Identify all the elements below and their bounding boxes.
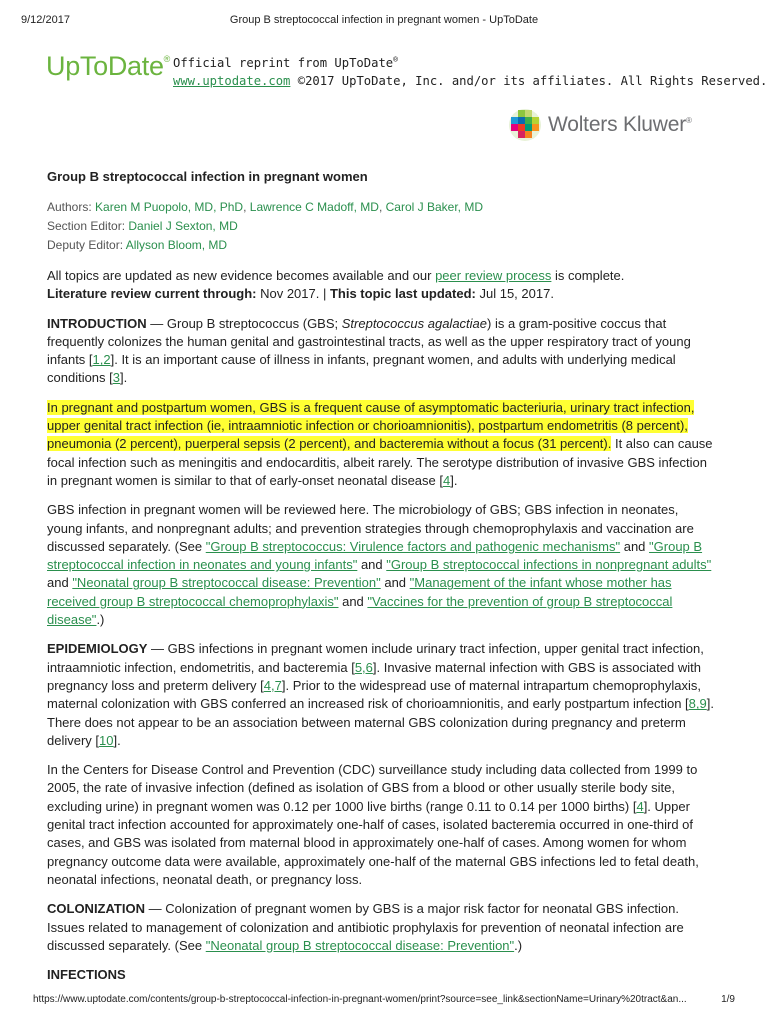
species-name: Streptococcus agalactiae — [341, 315, 488, 331]
reference-link[interactable]: 10 — [99, 732, 114, 748]
text: and — [620, 538, 650, 554]
article-metadata — [47, 198, 715, 255]
publisher-name — [548, 113, 692, 137]
text: ]. — [450, 472, 458, 488]
reference-link[interactable]: 5,6 — [354, 659, 373, 675]
deputy-editor-line — [47, 236, 715, 255]
print-date: 9/12/2017 — [21, 14, 70, 26]
reference-link[interactable]: 8,9 — [688, 696, 707, 712]
introduction-paragraph — [47, 315, 715, 388]
text: and — [47, 575, 73, 591]
author-link[interactable]: Lawrence C Madoff, MD — [249, 200, 379, 214]
uptodate-logo[interactable] — [46, 51, 170, 82]
article-title: Group B streptococcal infection in pregnant women — [47, 169, 368, 184]
text: .) — [96, 612, 105, 628]
colonization-heading: COLONIZATION — [47, 901, 145, 917]
reference-link[interactable]: 4,7 — [263, 677, 282, 693]
wolters-kluwer-globe-icon — [508, 108, 542, 142]
update-notice-end: is complete. — [551, 268, 625, 283]
topic-link[interactable]: "Vaccines for the prevention of group B streptococcal disease" — [47, 593, 673, 628]
page-number: 1/9 — [721, 994, 735, 1005]
text: ]. Invasive maternal infection with GBS is associated with pregnancy loss and preterm delivery [ — [47, 659, 701, 693]
reprint-notice — [173, 51, 767, 90]
reference-link[interactable]: 4 — [636, 798, 644, 814]
deputy-editor-link[interactable]: Allyson Bloom, MD — [125, 238, 228, 252]
peer-review-link[interactable]: peer review process — [435, 268, 552, 283]
introduction-heading: INTRODUCTION — [47, 315, 147, 331]
infections-heading: INFECTIONS — [47, 967, 126, 983]
topic-link[interactable]: "Group B streptococcal infection in neonates and young infants" — [47, 538, 703, 573]
text: In the Centers for Disease Control and Prevention (CDC) surveillance study including data collected from 1999 to 2005, the rate of invasive infection (defined as isolation of GBS from a blood or other usually sterile body site, excluding urine) in pregnant women was 0.12 per 1000 live births (range 0.11 to 0.14 per 1000 births) [ — [47, 762, 698, 814]
reprint-mark: ® — [393, 55, 398, 64]
text: It also can cause focal infection such as meningitis and endocarditis, albeit rarely. The serotype distribution of invasive GBS infection in pregnant women is similar to that of early-onset neonatal disease [ — [47, 436, 713, 488]
text: ]. It is an important cause of illness in infants, pregnant women, and adults with underlying medical conditions [ — [47, 352, 676, 386]
uptodate-site-link[interactable]: www.uptodate.com — [173, 74, 291, 89]
text: GBS infection in pregnant women will be reviewed here. The microbiology of GBS; GBS infection in neonates, young infants, and nonpregnant adults; and prevention strategies through chemoprophylaxis and vaccination are discussed separately. (See — [47, 502, 694, 554]
text: and — [357, 557, 387, 573]
last-updated-value: Jul 15, 2017. — [475, 286, 554, 302]
print-page-title: Group B streptococcal infection in pregnant women - UpToDate — [229, 14, 539, 26]
text: ]. There does not appear to be an association between maternal GBS colonization during pregnancy and preterm delivery [ — [47, 696, 714, 748]
reference-link[interactable]: 1,2 — [92, 352, 111, 368]
deputy-editor-label: Deputy Editor: — [47, 238, 126, 252]
section-editor-line — [47, 217, 715, 236]
text: and — [380, 575, 410, 591]
text: ]. — [113, 732, 121, 748]
authors-line: Authors: Karen M Puopolo, MD, PhD, Lawrence C Madoff, MD, Carol J Baker, MD — [47, 200, 483, 214]
epidemiology-paragraph — [47, 640, 715, 750]
text: — Colonization of pregnant women by GBS is a major risk factor for neonatal GBS infection. Issues related to management of colonization and antibiotic prophylaxis for prevention of neonatal infection are discussed separately. (See — [47, 901, 684, 953]
text: ]. Upper genital tract infection accounted for approximately one-half of cases, isolated bacteremia occurred in one-third of cases, and GBS was isolated from maternal blood in approximately one-half of cases. Among women for whom pregnancy outcome data were available, approximately one-half of the maternal GBS infections led to fetal death, neonatal infections, neonatal death, or pregnancy loss. — [47, 798, 699, 887]
reprint-line: Official reprint from UpToDate — [173, 56, 394, 71]
logo-mark: ® — [163, 54, 171, 64]
last-updated-label: This topic last updated: — [329, 286, 476, 302]
section-editor-label: Section Editor: — [47, 219, 129, 233]
section-editor-link[interactable]: Daniel J Sexton, MD — [128, 219, 238, 233]
copyright-text: ©2017 UpToDate, Inc. and/or its affiliates. All Rights Reserved. — [290, 74, 768, 89]
text: — GBS infections in pregnant women include urinary tract infection, upper genital tract infection, intraamniotic infection, endometritis, and bacteremia [ — [47, 641, 704, 675]
colonization-paragraph — [47, 900, 715, 955]
reference-link[interactable]: 3 — [112, 370, 120, 386]
text: ]. Prior to the widespread use of maternal intrapartum chemoprophylaxis, maternal colonization with GBS conferred an increased risk of chorioamnionitis, and early postpartum infection [ — [47, 677, 701, 712]
reference-link[interactable]: 4 — [443, 472, 451, 488]
text: and — [338, 593, 368, 609]
scope-paragraph — [47, 501, 715, 629]
publisher-mark: ® — [686, 116, 692, 125]
topic-link[interactable]: "Neonatal group B streptococcal disease: Prevention" — [205, 937, 515, 953]
clinical-spectrum-paragraph — [47, 399, 715, 490]
author-link[interactable]: Carol J Baker, MD — [385, 200, 483, 214]
authors-label: Authors: — [47, 200, 96, 214]
literature-review-label: Literature review current through: — [47, 286, 257, 302]
publisher-text: Wolters Kluwer — [548, 113, 687, 136]
topic-link[interactable]: "Management of the infant whose mother has received group B streptococcal chemoprophylaxis" — [47, 575, 672, 609]
topic-link[interactable]: "Neonatal group B streptococcal disease: Prevention" — [72, 575, 381, 591]
text: ]. — [120, 370, 128, 386]
topic-link[interactable]: "Group B streptococcal infections in nonpregnant adults" — [386, 557, 712, 573]
logo-text: UpToDate — [46, 51, 164, 81]
print-url: https://www.uptodate.com/contents/group-b-streptococcal-infection-in-pregnant-women/print?source=see_link&sectionName=Urinary%20tract&an... — [33, 994, 687, 1005]
update-notice — [47, 267, 715, 304]
epidemiology-heading: EPIDEMIOLOGY — [47, 641, 148, 657]
update-notice-text: All topics are updated as new evidence becomes available and our — [47, 268, 436, 283]
author-link[interactable]: Karen M Puopolo, MD, PhD — [95, 200, 244, 214]
text: — Group B streptococcus (GBS; — [146, 315, 342, 331]
article-content — [47, 168, 715, 984]
highlighted-text: In pregnant and postpartum women, GBS is a frequent cause of asymptomatic bacteriuria, urinary tract infection, upper genital tract infection (ie, intraamniotic infection or chorioamnionitis), postpartum endometritis (8 percent), pneumonia (2 percent), puerperal sepsis (2 percent), and bacteremia without a focus (31 percent). — [47, 399, 695, 452]
topic-link[interactable]: "Group B streptococcus: Virulence factors and pathogenic mechanisms" — [205, 538, 621, 554]
wolters-kluwer-logo — [508, 108, 692, 142]
text: .) — [514, 937, 523, 953]
text: ) is a gram-positive coccus that frequently colonizes the human genital and gastrointestinal tracts, as well as the upper respiratory tract of young infants [ — [47, 315, 691, 368]
literature-review-value: Nov 2017. | — [256, 286, 330, 302]
cdc-surveillance-paragraph — [47, 761, 715, 889]
